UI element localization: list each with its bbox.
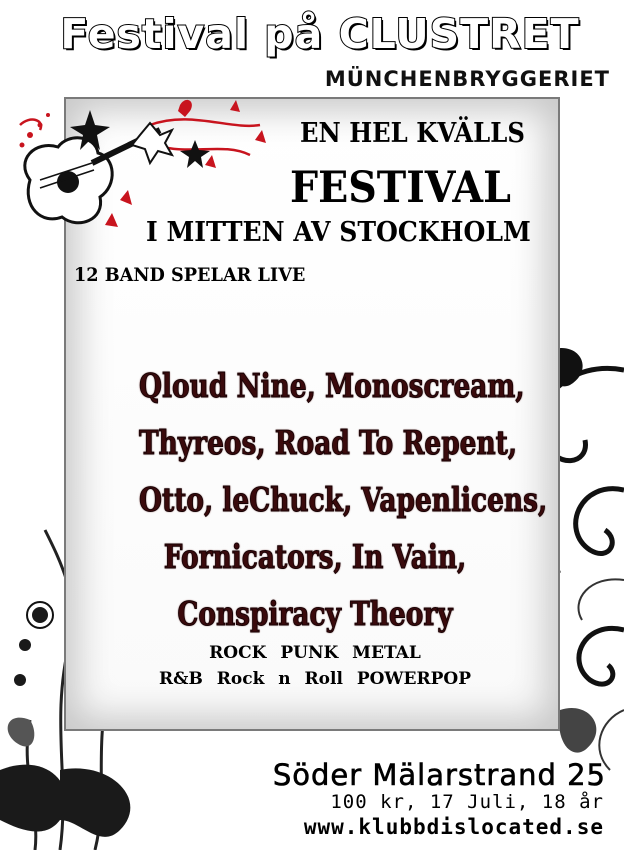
website-url: www.klubbdislocated.se [303, 815, 604, 839]
band-line: Conspiracy Theory [177, 594, 453, 633]
genre-line: R&B Rock n Roll POWERPOP [158, 669, 471, 689]
band-line: Otto, leChuck, Vapenlicens, [139, 480, 548, 519]
headline-line-1: EN HEL KVÄLLS [300, 118, 525, 149]
headline-line-3: I MITTEN AV STOCKHOLM [146, 217, 531, 248]
address: Söder Mälarstrand 25 [272, 758, 606, 792]
band-list [95, 357, 548, 642]
band-line: Fornicators, In Vain, [163, 537, 467, 576]
venue-name: MÜNCHENBRYGGERIET [324, 67, 610, 91]
genre-list [110, 640, 520, 692]
band-line: Qloud Nine, Monoscream, [139, 366, 525, 405]
band-line: Thyreos, Road To Repent, [139, 423, 518, 462]
headline-line-4: 12 BAND SPELAR LIVE [74, 264, 306, 286]
event-info: 100 kr, 17 Juli, 18 år [330, 791, 604, 813]
headline-line-2: FESTIVAL [290, 163, 511, 213]
genre-line: ROCK PUNK METAL [209, 643, 421, 663]
festival-title: Festival på CLUSTRET [60, 10, 580, 58]
